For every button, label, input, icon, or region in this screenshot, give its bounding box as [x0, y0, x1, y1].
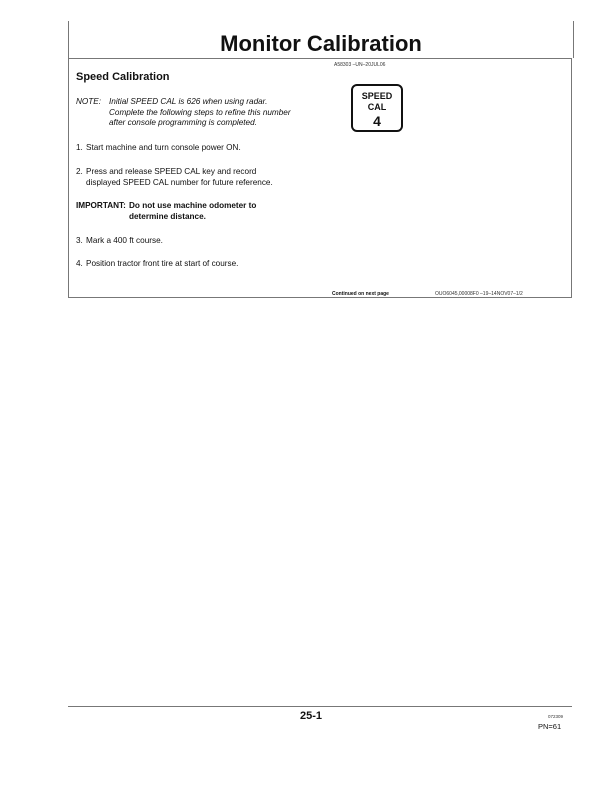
step-text — [86, 259, 336, 270]
title-box — [68, 21, 574, 58]
step-text — [86, 143, 336, 154]
key-number: 4 — [373, 113, 381, 129]
step-line: Position tractor front tire at start of course. — [86, 259, 239, 268]
page-title: Monitor Calibration — [220, 31, 422, 56]
step-line: Start machine and turn console power ON. — [86, 143, 241, 152]
note-line: after console programming is completed. — [109, 118, 257, 127]
step-number: 3. — [76, 236, 83, 245]
step-line: displayed SPEED CAL number for future reference. — [86, 177, 273, 187]
note-line: Complete the following steps to refine this number — [109, 107, 291, 117]
note-text — [109, 97, 349, 129]
important-line: Do not use machine odometer to — [129, 201, 257, 210]
footer-pn: PN=61 — [538, 722, 562, 731]
step-text — [86, 236, 336, 247]
continued-note: Continued on next page — [332, 291, 389, 297]
footer-date: 072309 — [548, 714, 564, 719]
document-code: OUO6045,00008F0 –19–14NOV07–1/2 — [435, 291, 523, 297]
step-3 — [76, 236, 346, 247]
step-line: Mark a 400 ft course. — [86, 236, 163, 245]
key-label-line: SPEED — [361, 91, 393, 101]
note-label: NOTE: — [76, 97, 102, 106]
important-text — [129, 201, 329, 222]
step-number: 1. — [76, 143, 83, 152]
section-title: Speed Calibration — [76, 71, 170, 83]
page-number: 25-1 — [300, 710, 323, 722]
step-line: Press and release SPEED CAL key and record — [86, 167, 257, 176]
important-block — [76, 201, 346, 223]
step-text — [86, 167, 336, 188]
footer-divider — [68, 706, 572, 707]
figure-reference: A58303 –UN–20JUL06 — [334, 62, 386, 68]
step-number: 4. — [76, 259, 83, 268]
step-4 — [76, 259, 346, 270]
step-number: 2. — [76, 167, 83, 176]
speed-cal-key-illustration — [351, 84, 403, 132]
note-line: Initial SPEED CAL is 626 when using radar. — [109, 97, 268, 106]
step-2 — [76, 167, 346, 189]
important-line: determine distance. — [129, 211, 206, 221]
key-label-line: CAL — [367, 102, 387, 112]
speed-calibration-section — [68, 58, 572, 298]
step-1 — [76, 143, 346, 154]
important-label: IMPORTANT: — [76, 201, 126, 210]
